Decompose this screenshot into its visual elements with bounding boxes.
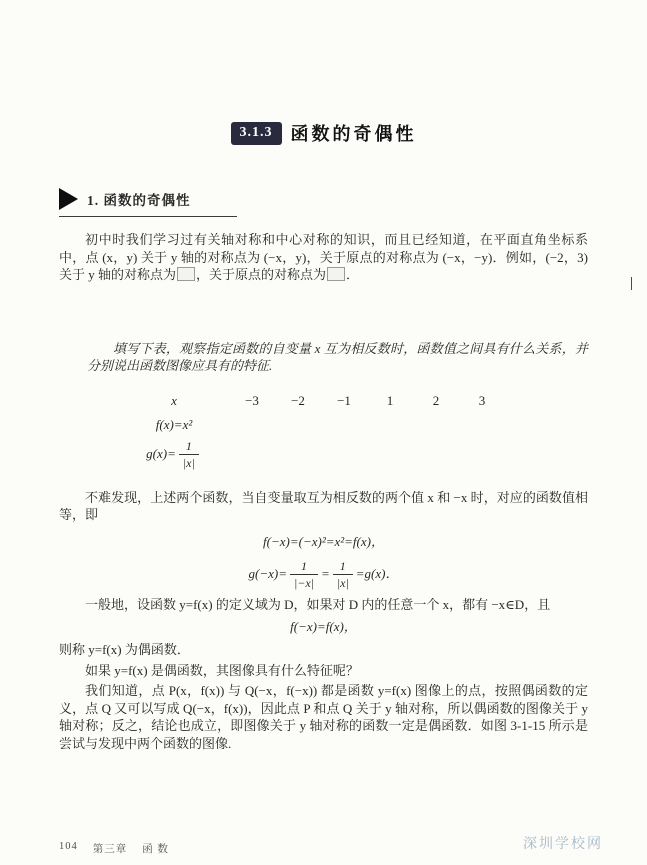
- table-empty-cell: [459, 437, 505, 473]
- table-empty-cell: [459, 413, 505, 437]
- table-x-value: 2: [432, 392, 440, 408]
- g-label-prefix: g(x)=: [146, 445, 176, 461]
- subsection-heading: [59, 188, 237, 217]
- table-empty-cell: [367, 437, 413, 473]
- table-row-g: [119, 437, 505, 473]
- section-number-badge: 3.1.3: [231, 122, 282, 145]
- table-x-label: x: [171, 392, 177, 408]
- general-definition-paragraph: 一般地，设函数 y=f(x) 的定义域为 D，如果对 D 内的任意一个 x，都有 −x∈D，且: [85, 596, 551, 612]
- formula-g-equals: =: [321, 565, 330, 581]
- formula-g-fraction-2: $\frac{1}{|x|}$: [333, 559, 353, 591]
- table-x-value: −3: [245, 392, 259, 408]
- table-g-label: [119, 437, 229, 473]
- table-x-value: 3: [478, 392, 486, 408]
- watermark-text: 深圳学校网: [523, 837, 603, 852]
- table-empty-cell: [367, 413, 413, 437]
- formula-g-part1: g(−x)=: [248, 565, 288, 581]
- formula-g-even: [59, 557, 588, 591]
- answer-blank-box-2: [327, 267, 345, 281]
- page-number: 104: [59, 841, 78, 852]
- intro-paragraph: [59, 231, 588, 284]
- symmetry-explanation-paragraph: 我们知道，点 P(x，f(x)) 与 Q(−x，f(−x)) 都是函数 y=f(x) 图像上的点，按照偶函数的定义，点 Q 又可以写成 Q(−x，f(x))，因此点 P 和点 Q 关于 y 轴对称，所以偶函数的图像关于 y 轴对称；反之，结论也成立，即图像关于 y 轴对称的函数一定是偶函数．如图 3-1-15 所示是尝试与发现中两个函数的图像.: [59, 683, 588, 751]
- intro-text-1: 初中时我们学习过有关轴对称和中心对称的知识，而且已经知道，在平面直角坐标系中，点 (x，y) 关于 y 轴的对称点为 (−x，y)，关于原点的对称点为 (−x，−y)．例如，(−2，3) 关于 y 轴的对称点为: [59, 232, 588, 282]
- table-empty-cell: [321, 437, 367, 473]
- table-header-row: [119, 389, 505, 413]
- answer-blank-box-1: [177, 267, 195, 281]
- table-empty-cell: [413, 413, 459, 437]
- discover-paragraph: 不难发现，上述两个函数，当自变量取互为相反数的两个值 x 和 −x 时，对应的函数值相等，即: [59, 489, 588, 522]
- formula-even-definition: f(−x)=f(x)，: [290, 619, 357, 634]
- called-even-function-line: 则称 y=f(x) 为偶函数．: [59, 642, 190, 657]
- page-footer: [59, 841, 169, 856]
- table-empty-cell: [229, 437, 275, 473]
- table-f-label: f(x)=x²: [155, 416, 193, 432]
- table-x-value: 1: [386, 392, 394, 408]
- scan-artifact-mark: [631, 277, 633, 290]
- table-empty-cell: [413, 437, 459, 473]
- table-empty-cell: [275, 437, 321, 473]
- function-value-table: [119, 389, 505, 473]
- footer-chapter: 第三章: [92, 844, 128, 855]
- intro-text-2: ，关于原点的对称点为: [196, 267, 327, 282]
- arrow-icon: [59, 188, 78, 210]
- question-paragraph: 如果 y=f(x) 是偶函数，其图像具有什么特征呢？: [85, 662, 359, 678]
- formula-g-fraction-1: $\frac{1}{|-x|}$: [290, 559, 318, 591]
- table-empty-cell: [321, 413, 367, 437]
- table-row-f: [119, 413, 505, 437]
- table-empty-cell: [275, 413, 321, 437]
- g-label-fraction: $\frac{1}{|x|}$: [179, 439, 199, 471]
- table-x-value: −1: [337, 392, 351, 408]
- page-title: 函数的奇偶性: [290, 124, 417, 144]
- footer-subject: 函 数: [142, 844, 169, 855]
- formula-f-even: f(−x)=(−x)²=x²=f(x)，: [263, 533, 384, 549]
- table-x-value: −2: [291, 392, 305, 408]
- formula-g-part2: =g(x)．: [355, 565, 399, 581]
- intro-text-3: ．: [346, 267, 360, 282]
- table-empty-cell: [229, 413, 275, 437]
- section-title-row: [59, 0, 588, 146]
- subsection-heading-label: 1. 函数的奇偶性: [87, 193, 191, 208]
- activity-paragraph: 填写下表，观察指定函数的自变量 x 互为相反数时，函数值之间具有什么关系，并分别说出函数图像应具有的特征.: [87, 340, 588, 373]
